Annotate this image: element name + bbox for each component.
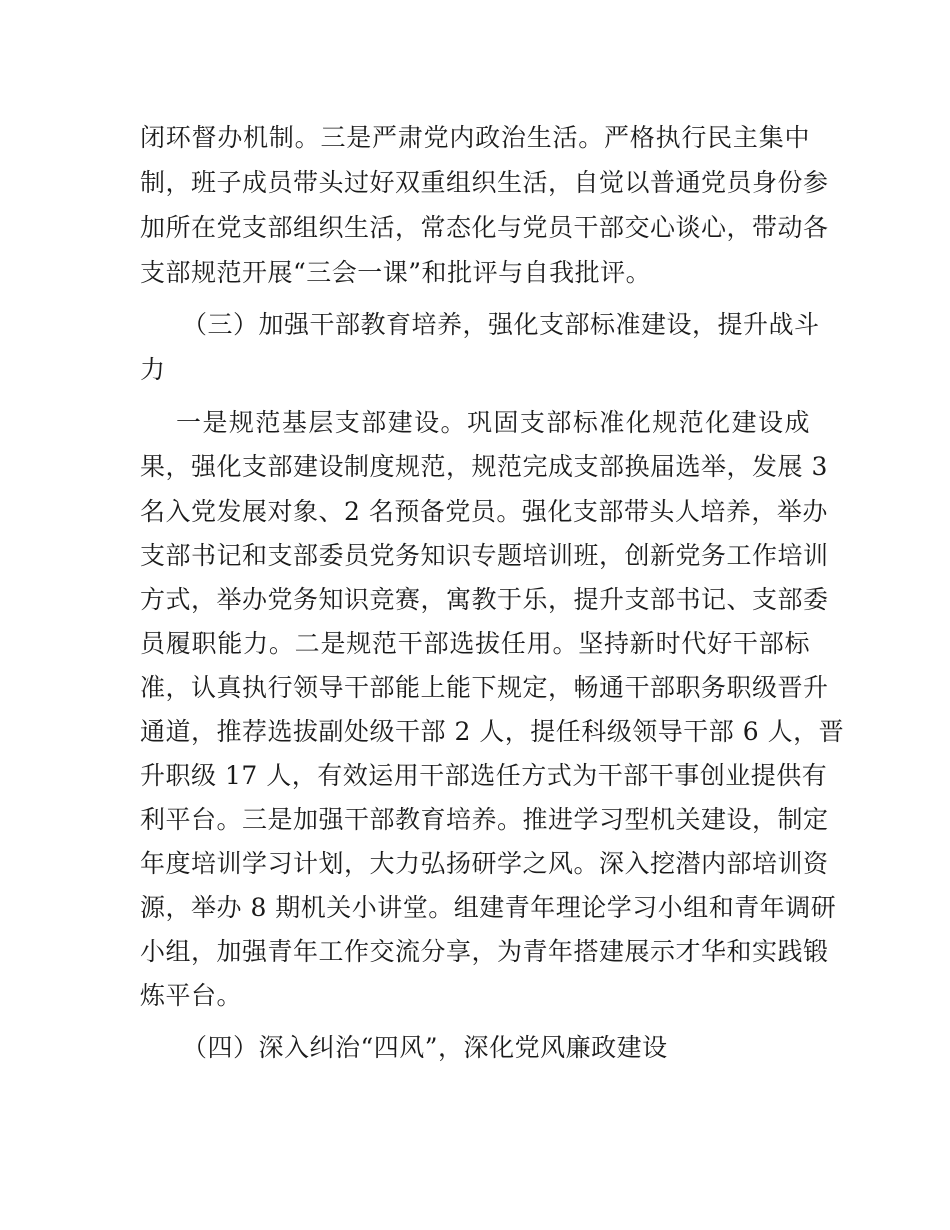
text-line: 闭环督办机制。三是严肃党内政治生活。严格执行民主集中 (140, 123, 810, 152)
heading-line: （三）加强干部教育培养，强化支部标准建设，提升战斗 (182, 310, 820, 339)
text-line: 方式，举办党务知识竞赛，寓教于乐，提升支部书记、支部委 (140, 585, 829, 614)
text-line: 源，举办 8 期机关小讲堂。组建青年理论学习小组和青年调研 (140, 893, 837, 922)
text-line: 加所在党支部组织生活，常态化与党员干部交心谈心，带动各 (140, 213, 829, 242)
text-line: 升职级 17 人，有效运用干部选任方式为干部干事创业提供有 (140, 761, 828, 790)
text-line: 支部书记和支部委员党务知识专题培训班，创新党务工作培训 (140, 541, 829, 570)
text-line: 支部规范开展“三会一课”和批评与自我批评。 (140, 258, 652, 287)
text-line: 年度培训学习计划，大力弘扬研学之风。深入挖潜内部培训资 (140, 849, 829, 878)
text-line: 一是规范基层支部建设。巩固支部标准化规范化建设成 (176, 408, 810, 437)
text-line: 制，班子成员带头过好双重组织生活，自觉以普通党员身份参 (140, 168, 829, 197)
text-line: 利平台。三是加强干部教育培养。推进学习型机关建设，制定 (140, 805, 829, 834)
heading-line: （四）深入纠治“四风”，深化党风廉政建设 (182, 1033, 668, 1062)
text-line: 准，认真执行领导干部能上能下规定，畅通干部职务职级晋升 (140, 673, 829, 702)
text-line: 名入党发展对象、2 名预备党员。强化支部带头人培养，举办 (140, 497, 828, 526)
text-line: 小组，加强青年工作交流分享，为青年搭建展示才华和实践锻 (140, 937, 829, 966)
text-line: 炼平台。 (140, 981, 243, 1010)
text-line: 通道，推荐选拔副处级干部 2 人，提任科级领导干部 6 人，晋 (140, 717, 845, 746)
text-line: 员履职能力。二是规范干部选拔任用。坚持新时代好干部标 (140, 629, 810, 658)
text-line: 果，强化支部建设制度规范，规范完成支部换届选举，发展 3 (140, 452, 828, 481)
heading-line: 力 (140, 355, 166, 384)
